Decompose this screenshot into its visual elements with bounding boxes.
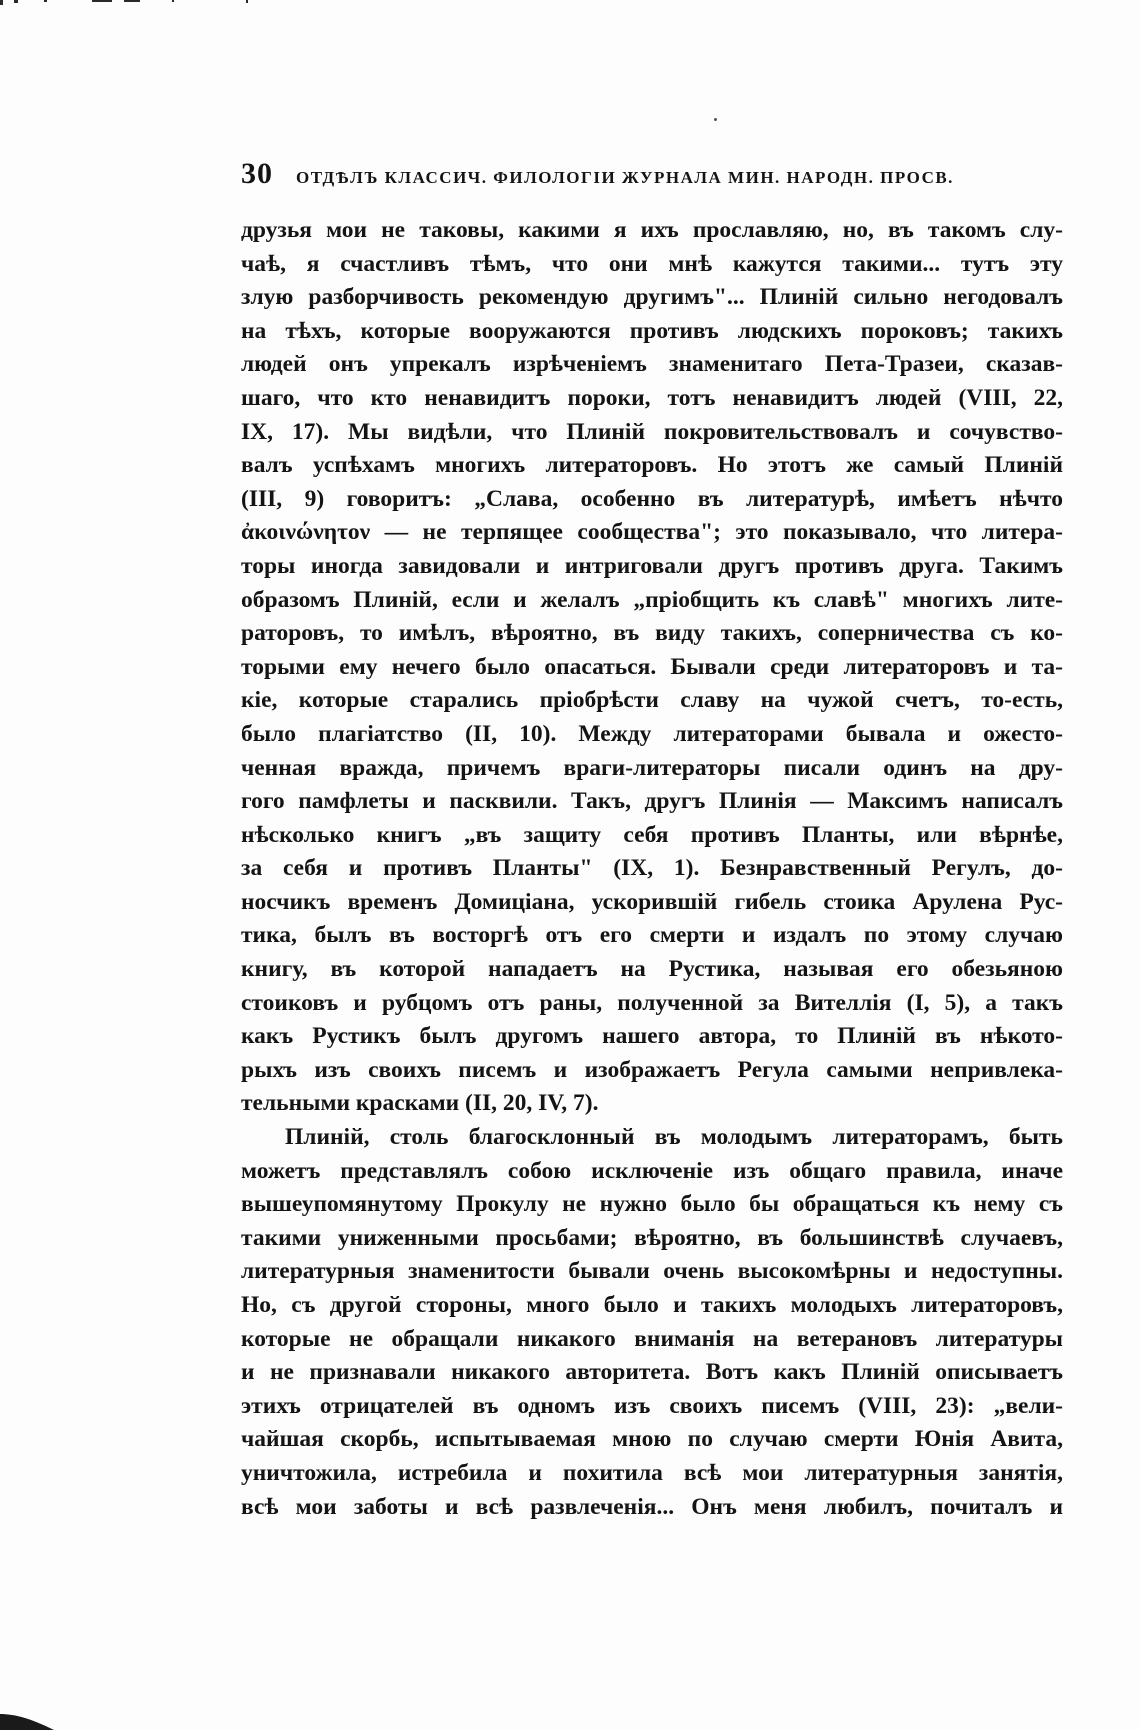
text-line: раторовъ, то имѣлъ, вѣроятно, въ виду такихъ, соперничества съ ко- bbox=[241, 620, 1063, 647]
paragraph bbox=[241, 214, 1063, 1121]
text-line: ченная вражда, причемъ враги-литераторы писали одинъ на дру- bbox=[241, 754, 1063, 781]
text-line: можетъ представлялъ собою исключеніе изъ общаго правила, иначе bbox=[241, 1157, 1063, 1184]
text-line: друзья мои не таковы, какими я ихъ прославляю, но, въ такомъ слу- bbox=[241, 217, 1063, 243]
text-line: такими униженными просьбами; вѣроятно, въ большинствѣ случаевъ, bbox=[241, 1224, 1063, 1251]
text-line: IX, 17). Мы видѣли, что Плиній покровительствовалъ и сочувство- bbox=[241, 418, 1063, 445]
text-line: всѣ мои заботы и всѣ развлеченія... Онъ меня любилъ, почиталъ и bbox=[241, 1493, 1063, 1520]
scan-edge-marks bbox=[0, 0, 260, 6]
text-line: которые не обращали никакого вниманія на ветерановъ литературы bbox=[241, 1325, 1063, 1352]
text-line: чайшая скорбь, испытываемая мною по случаю смерти Юнія Авита, bbox=[241, 1426, 1063, 1453]
text-line: стоиковъ и рубцомъ отъ раны, полученной за Вителлія (I, 5), а такъ bbox=[241, 989, 1063, 1016]
text-line: Но, съ другой стороны, много было и такихъ молодыхъ литераторовъ, bbox=[241, 1292, 1063, 1318]
text-line: за себя и противъ Планты" (IX, 1). Безнравственный Регулъ, до- bbox=[241, 855, 1063, 882]
text-line: (III, 9) говоритъ: „Слава, особенно въ литературѣ, имѣетъ нѣчто bbox=[241, 485, 1063, 512]
page-number: 30 bbox=[241, 157, 273, 190]
text-line: уничтожила, истребила и похитила всѣ мои литературныя занятія, bbox=[241, 1459, 1063, 1486]
text-line: носчикъ временъ Домиціана, ускорившій гибель стоика Арулена Рус- bbox=[241, 888, 1063, 915]
text-line: гого памфлеты и пасквили. Такъ, другъ Плинія — Максимъ написалъ bbox=[241, 788, 1063, 815]
body-text bbox=[241, 214, 1063, 1524]
text-line: какъ Рустикъ былъ другомъ нашего автора, то Плиній въ нѣкото- bbox=[241, 1023, 1063, 1050]
ink-speck bbox=[714, 118, 717, 121]
paragraph bbox=[241, 1121, 1063, 1524]
text-line: тика, былъ въ восторгѣ отъ его смерти и издалъ по этому случаю bbox=[241, 922, 1063, 949]
page-header bbox=[241, 157, 1061, 191]
text-line: и не признавали никакого авторитета. Вотъ какъ Плиній описываетъ bbox=[241, 1359, 1063, 1386]
text-line: нѣсколько книгъ „въ защиту себя противъ Планты, или вѣрнѣе, bbox=[241, 821, 1063, 848]
text-line: Плиній, столь благосклонный въ молодымъ литераторамъ, быть bbox=[285, 1124, 1063, 1151]
text-line: злую разборчивость рекомендую другимъ"... Плиній сильно негодовалъ bbox=[241, 284, 1063, 311]
text-line: вышеупомянутому Прокулу не нужно было бы обращаться къ нему съ bbox=[241, 1191, 1063, 1218]
text-line: этихъ отрицателей въ одномъ изъ своихъ писемъ (VIII, 23): „вели- bbox=[241, 1392, 1063, 1419]
text-line: валъ успѣхамъ многихъ литераторовъ. Но этотъ же самый Плиній bbox=[241, 452, 1063, 479]
text-line: шаго, что кто ненавидитъ пороки, тотъ ненавидитъ людей (VIII, 22, bbox=[241, 384, 1063, 411]
text-line: торыми ему нечего было опасаться. Бывали среди литераторовъ и та- bbox=[241, 653, 1063, 680]
text-line: кіе, которые старались пріобрѣсти славу на чужой счетъ, то-есть, bbox=[241, 687, 1063, 714]
running-title: ОТДѢЛЪ КЛАССИЧ. ФИЛОЛОГІИ ЖУРНАЛА МИН. НАРОДН. ПРОСВ. bbox=[296, 168, 954, 187]
text-line: образомъ Плиній, если и желалъ „пріобщить къ славѣ" многихъ лите- bbox=[241, 586, 1063, 613]
text-line: литературныя знаменитости бывали очень высокомѣрны и недоступны. bbox=[241, 1258, 1063, 1285]
text-line: торы иногда завидовали и интриговали другъ противъ друга. Такимъ bbox=[241, 552, 1063, 579]
text-line: книгу, въ которой нападаетъ на Рустика, называя его обезьяною bbox=[241, 956, 1063, 983]
text-line: ἀκοινώνητον — не терпящее сообщества"; это показывало, что литера- bbox=[241, 519, 1063, 546]
text-line: людей онъ упрекалъ изрѣченіемъ знаменитаго Пета-Тразеи, сказав- bbox=[241, 351, 1063, 378]
text-line: чаѣ, я счастливъ тѣмъ, что они мнѣ кажутся такими... тутъ эту bbox=[241, 250, 1063, 277]
text-line: тельными красками (II, 20, IV, 7). bbox=[241, 1090, 599, 1117]
text-line: было плагіатство (II, 10). Между литераторами бывала и ожесто- bbox=[241, 720, 1063, 747]
text-line: рыхъ изъ своихъ писемъ и изображаетъ Регула самыми непривлека- bbox=[241, 1056, 1063, 1083]
text-line: на тѣхъ, которые вооружаются противъ людскихъ пороковъ; такихъ bbox=[241, 317, 1063, 344]
page-corner-mark bbox=[0, 1708, 54, 1730]
